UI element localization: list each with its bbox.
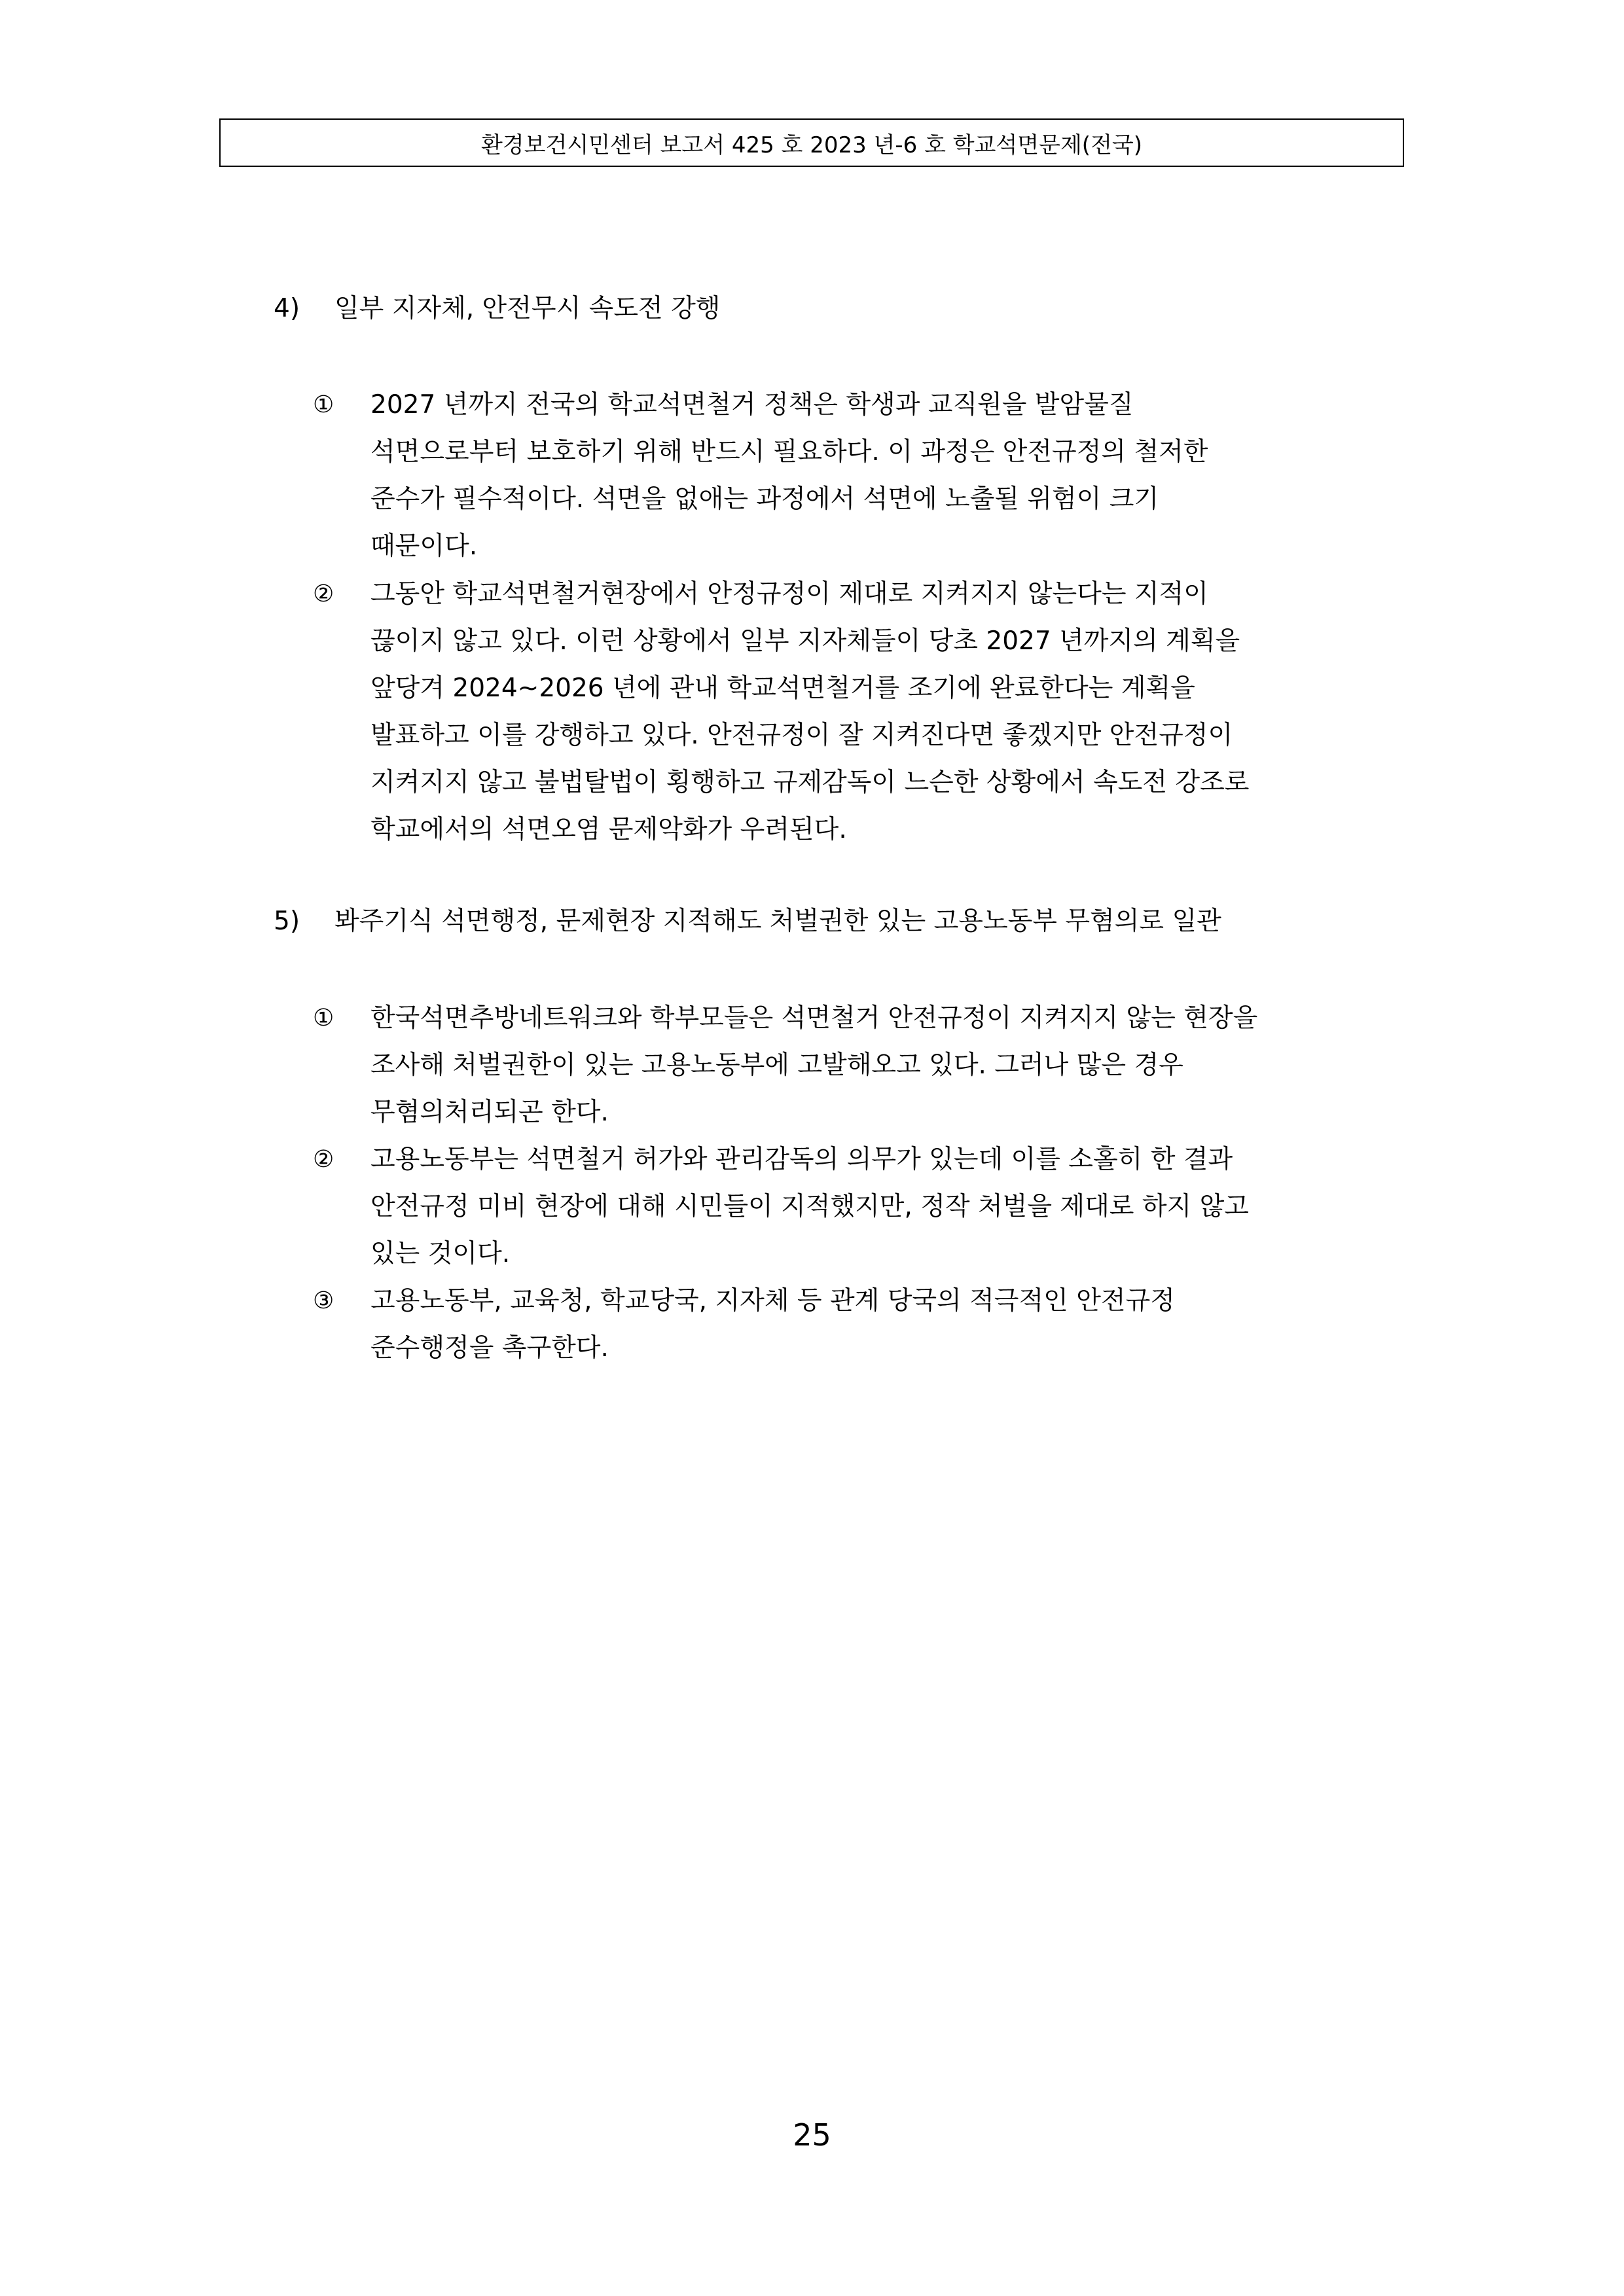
item-marker: ② — [313, 581, 334, 607]
item-line: 한국석면추방네트워크와 학부모들은 석면철거 안전규정이 지켜지지 않는 현장을 — [370, 1003, 1258, 1033]
section-5-number: 5) — [274, 906, 300, 936]
section-5-item-2 — [313, 1136, 1413, 1278]
item-line: 안전규정 미비 현장에 대해 시민들이 지적했지만, 정작 처벌을 제대로 하지 않고 — [370, 1192, 1249, 1221]
section-5-item-1 — [313, 995, 1413, 1136]
item-marker: ① — [313, 1005, 334, 1031]
item-line: 석면으로부터 보호하기 위해 반드시 필요하다. 이 과정은 안전규정의 철저한 — [370, 437, 1208, 467]
item-line: 준수행정을 촉구한다. — [370, 1333, 609, 1363]
item-line: 학교에서의 석면오염 문제악화가 우려된다. — [370, 815, 847, 844]
item-line: 지켜지지 않고 불법탈법이 횡행하고 규제감독이 느슨한 상황에서 속도전 강조로 — [370, 768, 1250, 797]
item-line: 고용노동부, 교육청, 학교당국, 지자체 등 관계 당국의 적극적인 안전규정 — [370, 1286, 1175, 1316]
page-number: 25 — [793, 2117, 831, 2153]
report-header-title: 환경보건시민센터 보고서 425 호 2023 년-6 호 학교석면문제(전국) — [480, 132, 1143, 158]
item-marker: ② — [313, 1146, 334, 1173]
section-5-title: 봐주기식 석면행정, 문제현장 지적해도 처벌권한 있는 고용노동부 무혐의로 일관 — [334, 906, 1221, 936]
item-line: 있는 것이다. — [370, 1239, 511, 1268]
section-4-title: 일부 지자체, 안전무시 속도전 강행 — [334, 294, 721, 323]
section-4-item-1 — [313, 382, 1413, 570]
section-5-heading — [274, 905, 1221, 938]
item-line: 무혐의처리되곤 한다. — [370, 1098, 609, 1127]
item-marker: ③ — [313, 1287, 334, 1314]
section-4-number: 4) — [274, 294, 300, 323]
item-line: 때문이다. — [370, 531, 478, 561]
item-line: 끊이지 않고 있다. 이런 상황에서 일부 지자체들이 당초 2027 년까지의 계획을 — [370, 626, 1240, 656]
item-line: 2027 년까지 전국의 학교석면철거 정책은 학생과 교직원을 발암물질 — [370, 390, 1134, 420]
item-line: 조사해 처벌권한이 있는 고용노동부에 고발해오고 있다. 그러나 많은 경우 — [370, 1050, 1183, 1080]
report-header — [219, 118, 1404, 167]
item-marker: ① — [313, 391, 334, 418]
section-4-item-2 — [313, 571, 1413, 853]
section-5-item-3 — [313, 1278, 1413, 1372]
item-line: 발표하고 이를 강행하고 있다. 안전규정이 잘 지켜진다면 좋겠지만 안전규정이 — [370, 721, 1233, 750]
item-line: 앞당겨 2024~2026 년에 관내 학교석면철거를 조기에 완료한다는 계획을 — [370, 673, 1195, 703]
item-line: 준수가 필수적이다. 석면을 없애는 과정에서 석면에 노출될 위험이 크기 — [370, 484, 1159, 514]
section-4-heading — [274, 293, 720, 325]
item-line: 고용노동부는 석면철거 허가와 관리감독의 의무가 있는데 이를 소홀히 한 결과 — [370, 1145, 1233, 1174]
item-line: 그동안 학교석면철거현장에서 안정규정이 제대로 지켜지지 않는다는 지적이 — [370, 579, 1208, 609]
